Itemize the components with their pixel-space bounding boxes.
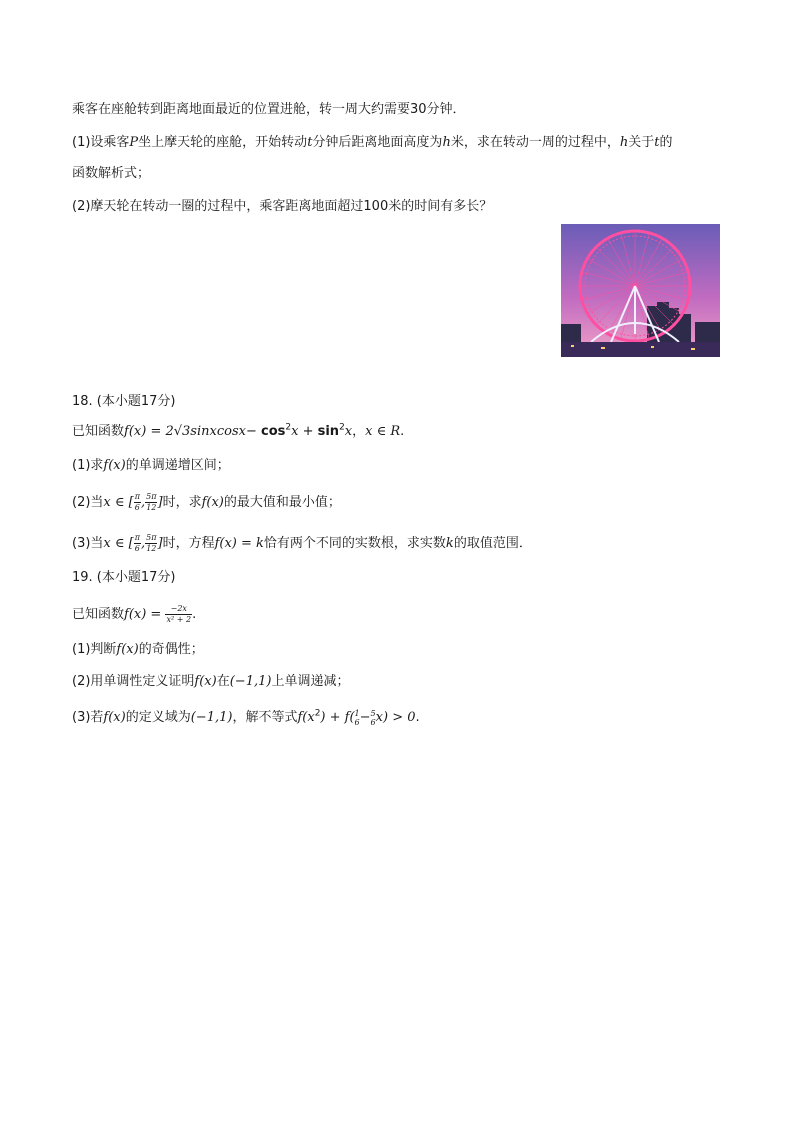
p18-q2: (2)当x ∈ [ $\frac{\pi}{6}$ , $\frac{5\pi}{12}$ ]时，求f(x)的最大值和最小值； [72,492,341,512]
p17-q1-line2: 函数解析式； [72,166,151,181]
p18-q3: (3)当x ∈ [ $\frac{\pi}{6}$ , $\frac{5\pi}{12}$ ]时，方程f(x) = k恰有两个不同的实数根，求实数k的取值范围． [72,533,532,553]
p19-q3: (3)若f(x)的定义域为(−1,1)，解不等式$f(x^2) + f$( 1 6 − 5 6 x) > 0. [72,708,420,727]
p17-q2: (2)摩天轮在转动一圈的过程中，乘客距离地面超过100米的时间有多长？ [72,199,493,214]
p19-q2: (2)用单调性定义证明f(x)在(−1,1)上单调递减； [72,674,350,689]
p17-q1-line1: (1)设乘客P坐上摩天轮的座舱，开始转动t分钟后距离地面高度为h米，求在转动一周的过程中，h关于t的 [72,135,673,150]
p19-q1: (1)判断f(x)的奇偶性； [72,642,204,657]
p18-given: 已知函数f(x) = 2√3sinxcosx− $\cos^2x + \sin^2x$，x ∈ R. [72,422,405,439]
p17-intro: 乘客在座舱转到距离地面最近的位置进舱，转一周大约需要30分钟． [72,102,466,117]
photo-ground [561,342,720,357]
p19-given: 已知函数f(x) = $\frac{-2x}{\text{x² + 2}}$ . [72,604,197,624]
p18-q1: (1)求f(x)的单调递增区间； [72,458,230,473]
ferris-wheel-photo [561,224,720,357]
p18-header: 18. (本小题17分) [72,394,176,409]
p19-header: 19. (本小题17分) [72,570,176,585]
